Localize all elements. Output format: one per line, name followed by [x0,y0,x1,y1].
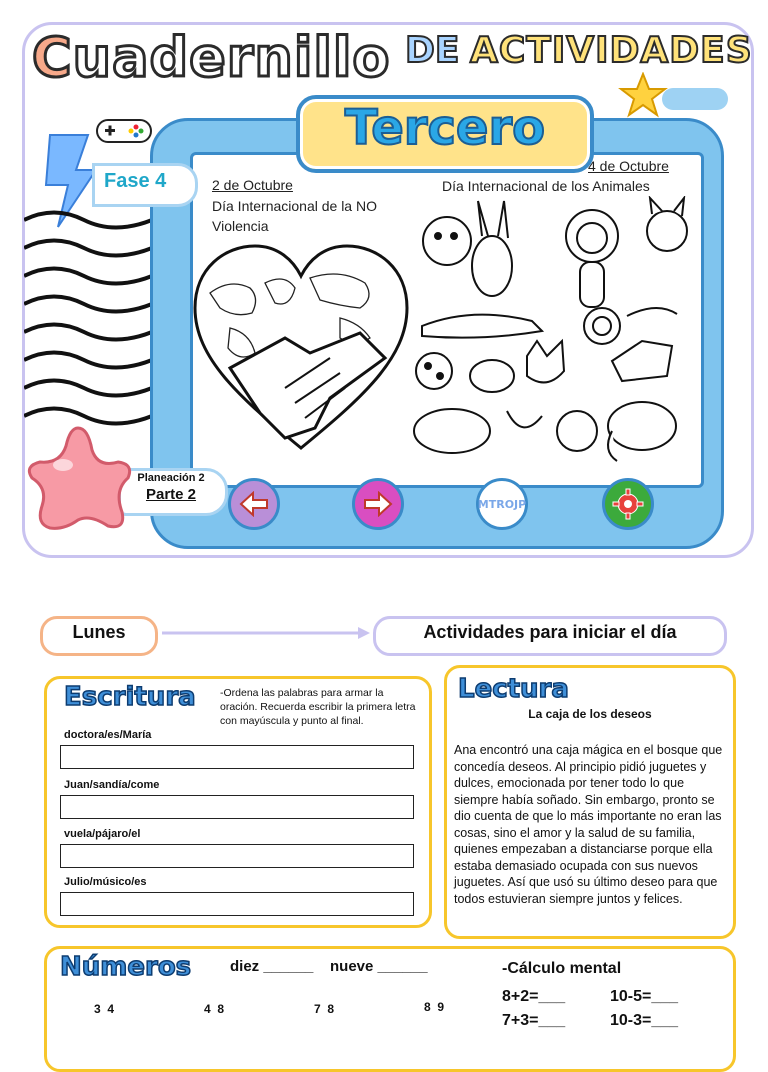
escritura-item: doctora/es/María [64,729,152,741]
numeros-title: Números [60,952,192,982]
number-pair: 8 9 [424,1000,445,1014]
cover-title-initial: C [32,26,73,89]
grade-label: Tercero [344,100,546,156]
lectura-title: Lectura [458,674,569,704]
cover-title-actividades: ACTIVIDADES [470,30,753,71]
number-word-nueve: nueve ______ [330,958,428,975]
escritura-title: Escritura [64,682,196,712]
calc-item: 10-3=___ [610,1012,679,1029]
waves-decoration [24,200,154,440]
lectura-text: Ana encontró una caja mágica en el bosque que concedía deseos. Al principio pidió juguetes y dulces, emocionada por tener todo lo que siempre había soñado. Sin embargo, pronto se dio cuenta de que lo más importante no eran las cosas, sino el amor y la salud de su familia, quienes empezaban a distanciarse porque ella estaba demasiado ocupada con sus nuevos juguetes. Así que usó su último deseo para que todos estuvieran siempre juntos y felices. [454,743,723,906]
star-icon [18,420,138,538]
answer-line[interactable] [60,795,414,819]
calc-item: 10-5=___ [610,988,679,1005]
escritura-item: Juan/sandía/come [64,779,160,791]
star-icon [618,72,668,118]
lectura-subtitle: La caja de los deseos [528,707,652,721]
cover-title-rest: uadernillo [72,26,391,89]
answer-line[interactable] [60,844,414,868]
gear-icon [612,488,644,520]
arrow-left-icon [239,491,269,517]
answer-line[interactable] [60,892,414,916]
number-word-diez: diez ______ [230,958,314,975]
answer-line[interactable] [60,745,414,769]
parte-label: Parte 2 [145,486,197,503]
activities-label: Actividades para iniciar el día [423,622,677,642]
decor-pill [662,88,728,110]
gamepad-icon [94,112,154,148]
calc-item: 7+3=___ [502,1012,566,1029]
next-button[interactable] [352,478,404,530]
arrow-connector-icon [160,620,372,646]
cover-title-de: DE [405,30,460,71]
calc-item: 8+2=___ [502,988,566,1005]
date1-heading: 2 de Octubre [212,177,293,193]
number-pair: 7 8 [314,1002,335,1016]
logo-text: MTROJP [477,497,527,511]
date2-description: Día Internacional de los Animales [442,178,650,194]
day-label: Lunes [72,622,126,642]
fase-label: Fase 4 [104,170,167,192]
animals-illustration [412,196,692,476]
planeacion-label: Planeación 2 [137,472,205,484]
number-pair: 4 8 [204,1002,225,1016]
escritura-item: Julio/músico/es [64,876,147,888]
calculo-title: -Cálculo mental [502,960,622,977]
settings-button[interactable] [602,478,654,530]
escritura-instructions: -Ordena las palabras para armar la oración. Recuerda escribir la primera letra con mayúscula y punto al final. [220,687,416,727]
heart-handshake-illustration [190,238,412,460]
logo-button[interactable] [476,478,528,530]
back-button[interactable] [228,478,280,530]
escritura-item: vuela/pájaro/el [64,828,141,840]
cover-title [32,26,391,89]
number-pair: 3 4 [94,1002,115,1016]
date1-description: Día Internacional de la NO Violencia [212,198,377,234]
arrow-right-icon [363,491,393,517]
date2-heading: 4 de Octubre [588,158,669,174]
